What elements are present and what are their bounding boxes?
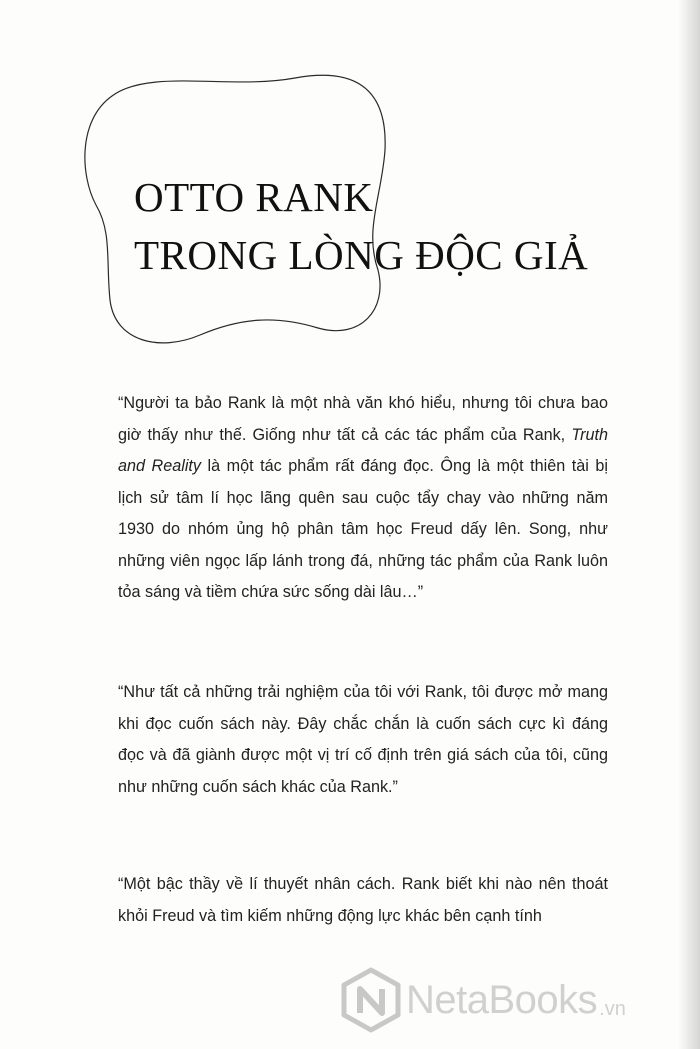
title-line-2: TRONG LÒNG ĐỘC GIẢ xyxy=(134,232,589,278)
page-title xyxy=(134,168,588,284)
quote-1 xyxy=(118,388,608,609)
netabooks-logo-icon xyxy=(340,967,402,1033)
watermark-brand: NetaBooks xyxy=(406,977,598,1022)
quote-1-text-a: “Người ta bảo Rank là một nhà văn khó hiểu, nhưng tôi chưa bao giờ thấy như thế. Giống như tất cả các tác phẩm của Rank, xyxy=(118,394,608,444)
watermark-suffix: .vn xyxy=(599,998,626,1020)
quote-1-text-b: là một tác phẩm rất đáng đọc. Ông là một thiên tài bị lịch sử tâm lí học lãng quên sau cuộc tẩy chay vào những năm 1930 do nhóm ủng hộ phân tâm học Freud dấy lên. Song, như những viên ngọc lấp lánh trong đá, những tác phẩm của Rank luôn tỏa sáng và tiềm chứa sức sống dài lâu…” xyxy=(118,457,608,601)
quote-2: “Như tất cả những trải nghiệm của tôi với Rank, tôi được mở mang khi đọc cuốn sách này. Đây chắc chắn là cuốn sách cực kì đáng đọc và đã giành được một vị trí cố định trên giá sách của tôi, cũng như những cuốn sách khác của Rank.” xyxy=(118,683,608,796)
quote-3: “Một bậc thầy về lí thuyết nhân cách. Rank biết khi nào nên thoát khỏi Freud và tìm kiếm những động lực khác bên cạnh tính xyxy=(118,875,608,925)
watermark xyxy=(340,965,626,1035)
title-line-1: OTTO RANK xyxy=(134,174,374,220)
quote-1-book-title: Truth and Reality xyxy=(118,425,608,475)
